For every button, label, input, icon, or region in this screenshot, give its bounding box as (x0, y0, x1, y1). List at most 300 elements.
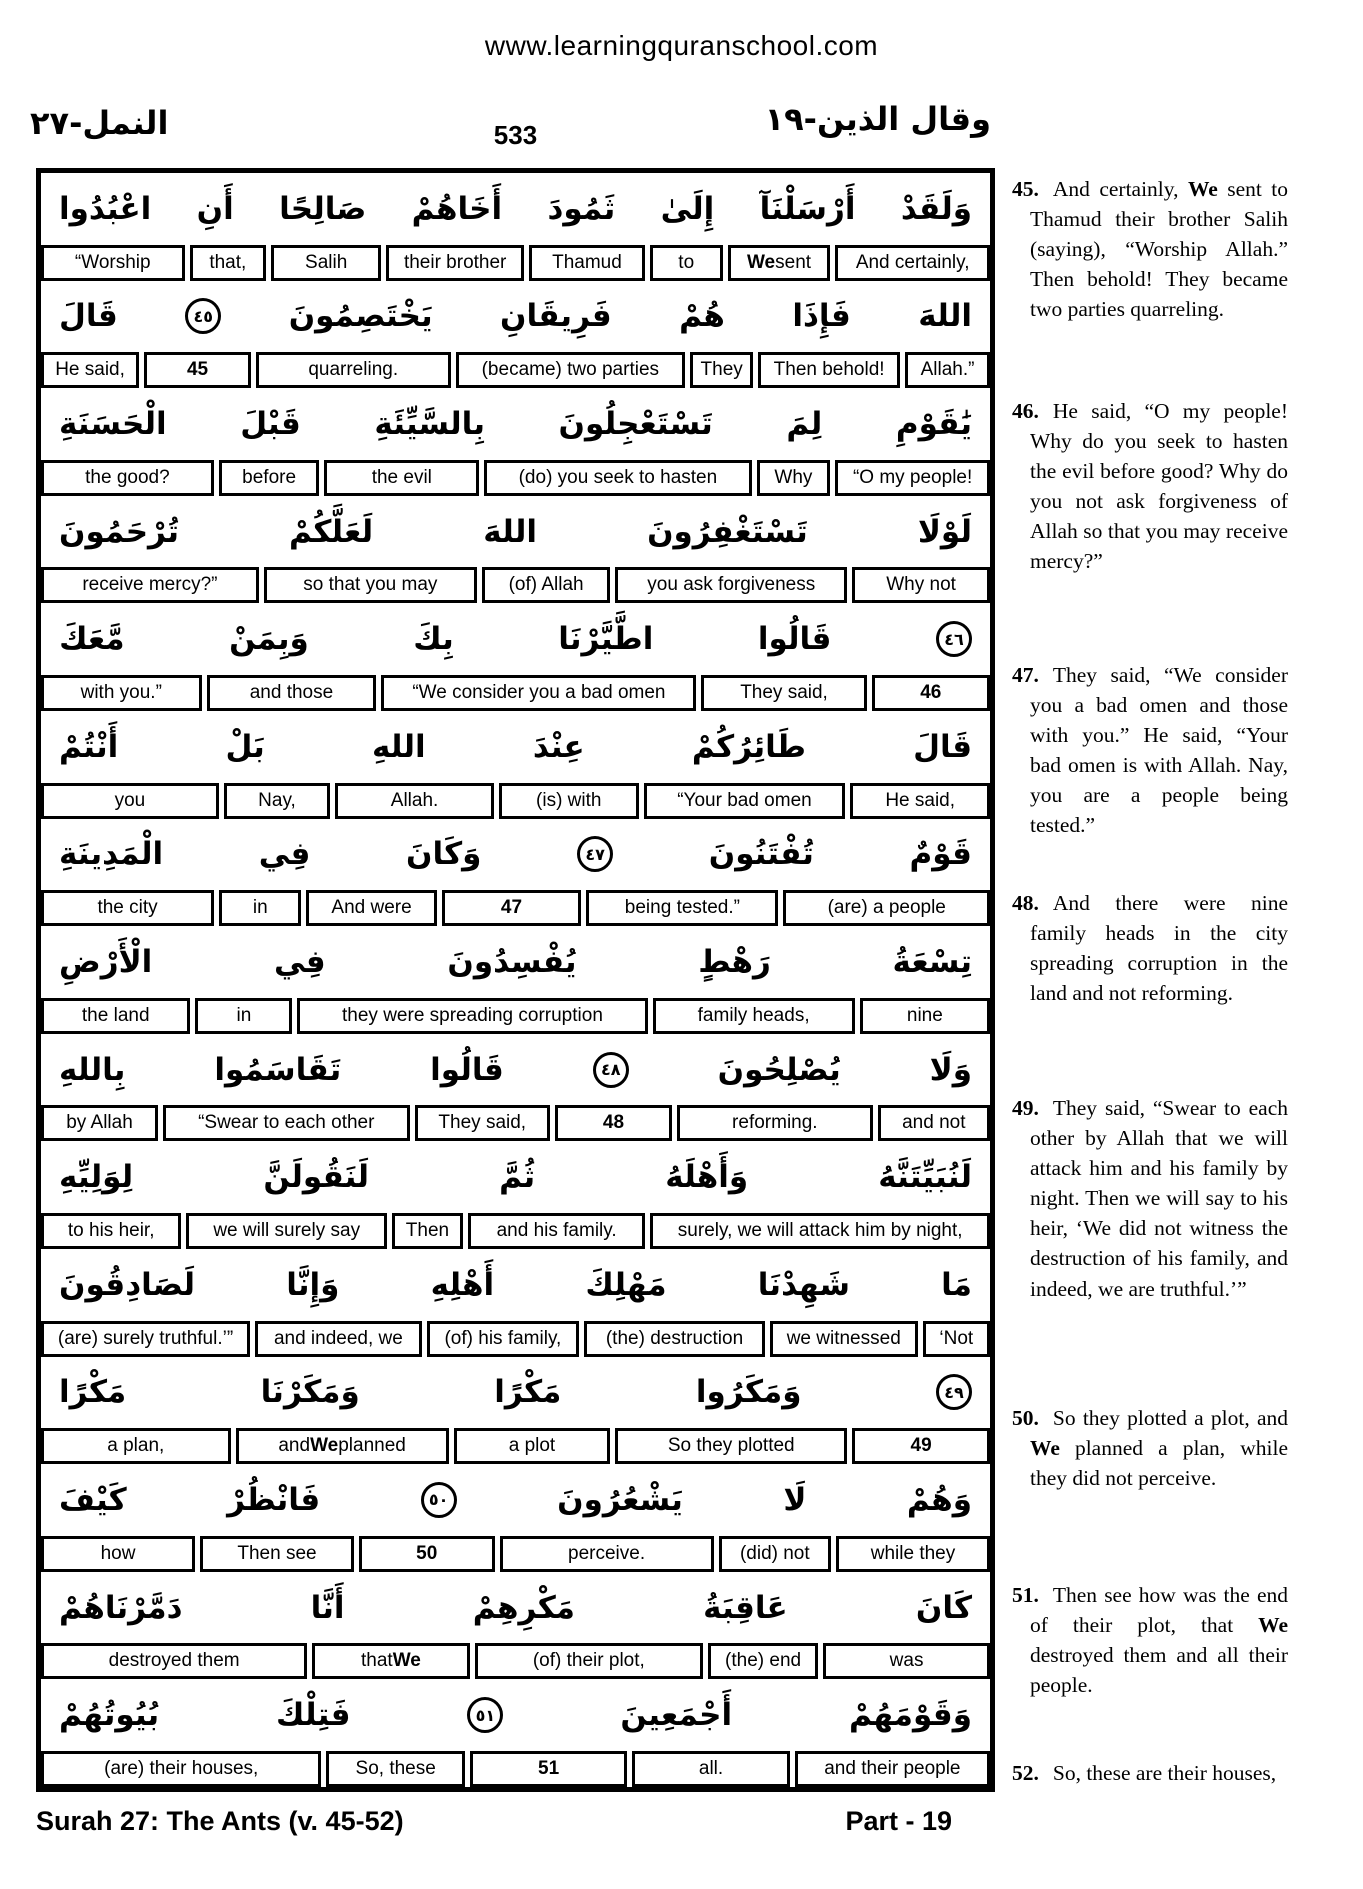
text-segment: He said, “O my people! Why do you seek to hasten the evil before good? Why do you not ask forgiveness of Allah so that you may receive mercy?” (1030, 399, 1288, 574)
arabic-word: الْمَدِينَةِ (59, 836, 164, 873)
arabic-word: لَوْلَا (917, 513, 972, 550)
word-translation-cell (835, 245, 990, 281)
word-translation-cell (442, 890, 582, 926)
arabic-word: تِسْعَةُ (892, 943, 972, 980)
arabic-line (41, 496, 990, 568)
arabic-word: يُفْسِدُونَ (447, 943, 577, 980)
verse-number: 47. (1012, 663, 1039, 687)
text-segment: They said, “We consider you a bad omen and those with you.” He said, “Your bad omen is with Allah. Nay, you are a people being tested.” (1030, 663, 1288, 838)
arabic-word: لِمَ (786, 405, 823, 442)
verse-end-marker: ٤٩ (936, 1374, 972, 1410)
arabic-word: وَلَقَدْ (900, 190, 972, 227)
text-segment: to (678, 251, 695, 273)
text-segment: the evil (371, 466, 432, 488)
word-translation-cell (615, 567, 847, 603)
word-translation-row (41, 352, 990, 388)
emphasized-text: 51 (538, 1757, 560, 1779)
arabic-word: لَا (783, 1481, 807, 1518)
arabic-word: قَالَ (913, 728, 972, 765)
text-segment: how (100, 1542, 136, 1564)
arabic-word: دَمَّرْنَاهُمْ (59, 1589, 183, 1626)
text-segment: reforming. (732, 1112, 818, 1134)
word-translation-cell (41, 567, 259, 603)
word-translation-cell (615, 1428, 847, 1464)
word-translation-cell (728, 245, 831, 281)
arabic-word: رَهْطٍ (698, 943, 771, 980)
verse-end-marker: ٤٧ (577, 836, 613, 872)
text-segment: Then behold! (773, 359, 885, 381)
text-segment: (are) a people (827, 897, 946, 919)
word-translation-cell (41, 890, 214, 926)
arabic-word: بِاللهِ (59, 1051, 126, 1088)
emphasized-text: 46 (920, 681, 942, 703)
arabic-word: كَانَ (915, 1589, 972, 1626)
arabic-word: أَنْتُمْ (59, 728, 119, 765)
text-segment: (of) his family, (444, 1327, 562, 1349)
word-translation-cell (499, 783, 639, 819)
arabic-word: فِي (274, 943, 326, 980)
word-translation-row (41, 1105, 990, 1141)
text-segment: that, (209, 251, 247, 273)
arabic-word: وَمَكَرْنَا (260, 1374, 360, 1411)
arabic-word: هُمْ (679, 298, 725, 335)
text-segment: (the) end (725, 1650, 802, 1672)
word-translation-cell (701, 675, 866, 711)
text-segment: “Worship (74, 251, 151, 273)
arabic-word: قَالَ (59, 298, 118, 335)
text-segment: They said, “Swear to each other by Allah that we will attack him and his family by night. Then we will say to his heir, ‘We did not witness the destruction of his family, and indeed, we are truthful.’” (1030, 1096, 1288, 1301)
arabic-word: وَمَكَرُوا (695, 1374, 802, 1411)
emphasized-text: 45 (186, 359, 209, 381)
text-segment: Then (405, 1219, 450, 1241)
word-translation-cell (852, 1428, 990, 1464)
arabic-word: الْحَسَنَةِ (59, 405, 167, 442)
word-translation-cell (297, 998, 647, 1034)
text-segment: and indeed, we (273, 1327, 403, 1349)
word-translation-row (41, 890, 990, 926)
text-segment: in (236, 1004, 252, 1026)
word-translation-cell (415, 1105, 551, 1141)
word-translation-cell (41, 1105, 158, 1141)
word-translation-row (41, 1321, 990, 1357)
verse-translation (1012, 888, 1288, 1008)
word-translation-cell (306, 890, 436, 926)
text-segment: “O my people! (852, 466, 973, 488)
arabic-line (41, 819, 990, 891)
word-translation-cell (195, 998, 292, 1034)
word-translation-cell (381, 675, 696, 711)
verse-translation (1012, 1758, 1288, 1788)
text-segment: and (278, 1435, 311, 1457)
arabic-line (41, 1357, 990, 1429)
text-segment: Nay, (258, 789, 296, 811)
text-segment: Why (774, 466, 813, 488)
verse-number: 45. (1012, 177, 1039, 201)
word-translation-row (41, 245, 990, 281)
word-translation-cell (850, 783, 990, 819)
word-translation-cell (653, 998, 855, 1034)
text-segment: (of) their plot, (532, 1650, 645, 1672)
word-translation-cell (690, 352, 753, 388)
text-segment: and those (249, 681, 334, 703)
text-segment: (did) not (739, 1542, 810, 1564)
text-segment: And certainly, (855, 251, 970, 273)
footer-surah-title: Surah 27: The Ants (v. 45-52) (36, 1806, 404, 1836)
word-translation-cell (219, 460, 320, 496)
arabic-line (41, 173, 990, 245)
arabic-word: فَانْظُرْ (227, 1481, 321, 1518)
word-translation-cell (708, 1643, 818, 1679)
word-translation-cell (41, 1751, 321, 1787)
word-translation-row (41, 1751, 990, 1787)
text-segment: being tested.” (624, 897, 740, 919)
text-segment: by Allah (66, 1112, 133, 1134)
arabic-word: أَجْمَعِينَ (620, 1697, 733, 1734)
arabic-word: يَخْتَصِمُونَ (288, 298, 433, 335)
word-translation-cell (586, 890, 778, 926)
verse-translation (1012, 174, 1288, 324)
text-segment: perceive. (568, 1542, 646, 1564)
word-translation-cell (795, 1751, 990, 1787)
emphasized-text: 49 (910, 1435, 932, 1457)
arabic-word: لَنُبَيِّتَنَّهُ (878, 1159, 972, 1196)
emphasized-text: 47 (500, 897, 523, 919)
text-segment: the city (97, 897, 158, 919)
word-translation-cell (484, 460, 751, 496)
arabic-word: مَكْرِهِمْ (472, 1589, 575, 1626)
word-translation-cell (224, 783, 330, 819)
arabic-word: أَخَاهُمْ (411, 190, 503, 227)
word-translation-cell (905, 352, 990, 388)
arabic-word: بِكَ (413, 621, 454, 658)
verse-end-marker: ٥٠ (421, 1482, 457, 1518)
arabic-word: ثُمَّ (499, 1159, 536, 1196)
word-translation-cell (427, 1321, 579, 1357)
word-translation-cell (41, 1643, 307, 1679)
word-translation-cell (770, 1321, 918, 1357)
verse-end-marker: ٤٥ (185, 298, 221, 334)
arabic-word: وَبِمَنْ (229, 621, 309, 658)
arabic-word: مَكْرًا (494, 1374, 562, 1411)
arabic-word: اعْبُدُوا (59, 190, 152, 227)
arabic-word: تُرْحَمُونَ (59, 513, 179, 550)
word-translation-row (41, 675, 990, 711)
arabic-word: قَالُوا (757, 621, 832, 658)
word-translation-cell (324, 460, 479, 496)
text-segment: So they plotted a plot, and (1052, 1406, 1288, 1430)
arabic-line (41, 388, 990, 460)
arabic-word: اللهَ (483, 513, 537, 550)
word-translation-cell (200, 1536, 354, 1572)
word-translation-row (41, 1643, 990, 1679)
arabic-word: بِالسَّيِّئَةِ (374, 405, 485, 442)
text-segment: all. (698, 1757, 724, 1779)
text-segment: sent (775, 251, 812, 273)
arabic-word: لَنَقُولَنَّ (263, 1159, 369, 1196)
text-segment: a plan, (107, 1435, 165, 1457)
text-segment: They said, (740, 681, 828, 703)
verse-translation (1012, 396, 1288, 577)
verse-number: 46. (1012, 399, 1039, 423)
text-segment: while they (870, 1542, 956, 1564)
word-translation-cell (456, 352, 686, 388)
text-segment: with you.” (80, 681, 162, 703)
arabic-line (41, 1464, 990, 1536)
arabic-word: بُيُوتُهُمْ (59, 1697, 160, 1734)
word-translation-cell (144, 352, 251, 388)
arabic-word: صَالِحًا (279, 190, 367, 227)
translation-column (1012, 0, 1288, 1889)
word-translation-cell (41, 675, 202, 711)
text-segment: you ask forgiveness (647, 574, 816, 596)
text-segment: their brother (403, 251, 507, 273)
text-segment: planned (338, 1435, 406, 1457)
word-translation-cell (835, 460, 990, 496)
arabic-word: لَعَلَّكُمْ (289, 513, 374, 550)
word-translation-cell (335, 783, 494, 819)
verse-number: 50. (1012, 1406, 1039, 1430)
word-translation-cell (255, 1321, 422, 1357)
juz-name-arabic: وقال الذين-١٩ (764, 100, 991, 138)
arabic-word: الْأَرْضِ (59, 943, 153, 980)
text-segment: “We consider you a bad omen (412, 681, 666, 703)
arabic-line (41, 1249, 990, 1321)
text-segment: (do) you seek to hasten (518, 466, 718, 488)
word-translation-cell (41, 1428, 231, 1464)
text-segment: So they plotted (667, 1435, 795, 1457)
word-translation-cell (359, 1536, 495, 1572)
text-segment: planned a plan, while they did not perceive. (1030, 1436, 1288, 1491)
arabic-word: قَوْمٌ (909, 836, 972, 873)
emphasized-text: We (1187, 177, 1218, 201)
arabic-word: فَرِيقَانِ (500, 298, 612, 335)
text-segment: the good? (85, 466, 170, 488)
arabic-word: طَائِرُكُمْ (691, 728, 806, 765)
footer-part-label: Part - 19 (845, 1806, 952, 1836)
arabic-word: فِي (258, 836, 311, 873)
text-segment: He said, (55, 359, 125, 381)
word-translation-cell (190, 245, 267, 281)
text-segment: Allah. (390, 789, 439, 811)
text-segment: “Your bad omen (677, 789, 812, 811)
text-segment: Why not (886, 574, 956, 596)
emphasized-text: We (1258, 1613, 1288, 1638)
word-translation-row (41, 1536, 990, 1572)
arabic-word: يَشْعُرُونَ (557, 1481, 683, 1518)
word-translation-cell (454, 1428, 611, 1464)
text-segment: (are) their houses, (104, 1757, 259, 1779)
arabic-word: شَهِدْنَا (757, 1266, 850, 1303)
text-segment: (is) with (536, 789, 602, 811)
word-translation-cell (650, 1213, 990, 1249)
verse-translation (1012, 1580, 1288, 1700)
arabic-word: تَسْتَعْجِلُونَ (558, 405, 713, 442)
text-segment: surely, we will attack him by night, (677, 1219, 963, 1241)
arabic-word: قَالُوا (430, 1051, 504, 1088)
arabic-line (41, 1572, 990, 1644)
word-translation-cell (823, 1643, 990, 1679)
verse-translation (1012, 1093, 1288, 1304)
word-translation-cell (644, 783, 846, 819)
word-translation-cell (719, 1536, 831, 1572)
arabic-line (41, 1679, 990, 1751)
arabic-word: وَأَهْلَهُ (665, 1159, 749, 1196)
arabic-word: مَهْلِكَ (585, 1266, 667, 1303)
word-translation-cell (758, 352, 900, 388)
arabic-word: أَرْسَلْنَآ (759, 190, 856, 227)
word-translation-cell (41, 998, 190, 1034)
text-segment: destroyed them and all their people. (1030, 1643, 1288, 1698)
word-translation-cell (860, 998, 990, 1034)
arabic-word: اللهَ (918, 298, 972, 335)
word-translation-cell (392, 1213, 463, 1249)
verse-number: 51. (1012, 1583, 1039, 1607)
text-segment: Thamud (552, 251, 622, 273)
arabic-word: وَقَوْمَهُمْ (849, 1697, 972, 1734)
text-segment: Then see how was the end of their plot, that (1030, 1583, 1288, 1638)
text-segment: quarreling. (308, 359, 399, 381)
arabic-line (41, 1141, 990, 1213)
word-translation-cell (386, 245, 524, 281)
text-segment: They (700, 359, 743, 381)
word-translation-row (41, 1213, 990, 1249)
arabic-word: وَكَانَ (406, 836, 482, 873)
word-translation-cell (41, 245, 185, 281)
text-segment: And certainly, (1052, 177, 1188, 201)
word-translation-cell (878, 1105, 990, 1141)
arabic-word: مَكْرًا (59, 1374, 127, 1411)
arabic-word: اطَّيَّرْنَا (558, 621, 654, 658)
arabic-word: عَاقِبَةُ (703, 1589, 788, 1626)
text-segment: ‘Not (939, 1327, 974, 1349)
text-segment: family heads, (697, 1004, 810, 1026)
arabic-word: تَقَاسَمُوا (214, 1051, 342, 1088)
arabic-word: قَبْلَ (240, 405, 301, 442)
text-segment: and his family. (496, 1219, 617, 1241)
emphasized-text: We (746, 251, 776, 273)
word-translation-row (41, 783, 990, 819)
arabic-word: بَلْ (225, 728, 265, 765)
arabic-line (41, 603, 990, 675)
word-translation-cell (264, 567, 477, 603)
emphasized-text: We (1030, 1436, 1060, 1461)
word-translation-cell (312, 1643, 469, 1679)
word-translation-cell (41, 352, 139, 388)
arabic-word: وَإِنَّا (286, 1266, 340, 1303)
text-segment: and not (902, 1112, 966, 1134)
word-translation-cell (219, 890, 301, 926)
arabic-word: أَنِ (196, 190, 234, 227)
word-translation-cell (41, 1536, 195, 1572)
arabic-line (41, 281, 990, 353)
text-segment: (became) two parties (481, 359, 660, 381)
word-translation-cell (923, 1321, 990, 1357)
text-segment: So, these (355, 1757, 436, 1779)
text-segment: So, these are their houses, (1052, 1761, 1277, 1785)
arabic-word: يَٰقَوْمِ (895, 405, 972, 442)
text-segment: nine (906, 1004, 943, 1026)
emphasized-text: 50 (416, 1542, 438, 1564)
verse-end-marker: ٥١ (467, 1697, 503, 1733)
arabic-word: وَهُمْ (906, 1481, 972, 1518)
word-translation-cell (41, 1213, 181, 1249)
text-segment: (are) surely truthful.’” (57, 1327, 234, 1349)
word-translation-cell (872, 675, 990, 711)
text-segment: receive mercy?” (82, 574, 218, 596)
arabic-line (41, 926, 990, 998)
word-translation-cell (500, 1536, 714, 1572)
verse-end-marker: ٤٦ (936, 621, 972, 657)
word-translation-cell (271, 245, 381, 281)
word-translation-cell (468, 1213, 645, 1249)
emphasized-text: 48 (602, 1112, 625, 1134)
verse-end-marker: ٤٨ (593, 1052, 629, 1088)
text-segment: And there were nine family heads in the city spreading corruption in the land and not reforming. (1030, 891, 1288, 1006)
word-translation-cell (852, 567, 990, 603)
text-segment: was (889, 1650, 924, 1672)
arabic-word: فَتِلْكَ (276, 1697, 351, 1734)
verse-translation (1012, 1403, 1288, 1493)
arabic-word: لَصَادِقُونَ (59, 1266, 195, 1303)
arabic-word: مَا (941, 1266, 972, 1303)
page-number: 533 (493, 120, 538, 150)
word-translation-cell (326, 1751, 464, 1787)
text-segment: They said, (438, 1112, 527, 1134)
word-translation-cell (41, 1321, 250, 1357)
word-translation-cell (555, 1105, 672, 1141)
word-translation-row (41, 1428, 990, 1464)
verse-translation (1012, 660, 1288, 841)
word-translation-cell (163, 1105, 410, 1141)
text-segment: Salih (305, 251, 348, 273)
text-segment: a plot (508, 1435, 556, 1457)
arabic-word: إِلَىٰ (660, 190, 715, 227)
word-translation-cell (41, 460, 214, 496)
word-translation-cell (836, 1536, 990, 1572)
text-segment: in (252, 897, 268, 919)
word-translation-cell (783, 890, 990, 926)
arabic-word: تُفْتَنُونَ (708, 836, 814, 873)
word-translation-cell (256, 352, 451, 388)
arabic-word: اللهِ (371, 728, 426, 765)
text-segment: we will surely say (213, 1219, 361, 1241)
emphasized-text: We (310, 1435, 339, 1457)
text-segment: “Swear to each other (198, 1112, 375, 1134)
word-translation-cell (482, 567, 610, 603)
arabic-word: يُصْلِحُونَ (717, 1051, 841, 1088)
word-translation-cell (632, 1751, 789, 1787)
text-segment: that (361, 1650, 393, 1672)
text-segment: destroyed them (108, 1650, 240, 1672)
word-translation-cell (584, 1321, 765, 1357)
text-segment: they were spreading corruption (342, 1004, 603, 1026)
arabic-word: أَهْلِهِ (430, 1266, 495, 1303)
arabic-word: ثَمُودَ (547, 190, 616, 227)
arabic-line (41, 1034, 990, 1106)
verse-number: 48. (1012, 891, 1039, 915)
surah-name-arabic: النمل-٢٧ (30, 104, 169, 142)
word-translation-cell (475, 1643, 703, 1679)
text-segment: and their people (824, 1757, 961, 1779)
word-translation-cell (529, 245, 645, 281)
emphasized-text: We (392, 1650, 421, 1672)
word-translation-row (41, 567, 990, 603)
text-segment: He said, (885, 789, 956, 811)
text-segment: you (114, 789, 146, 811)
text-segment: so that you may (303, 574, 438, 596)
text-segment: Allah.” (920, 359, 975, 381)
word-translation-cell (757, 460, 831, 496)
